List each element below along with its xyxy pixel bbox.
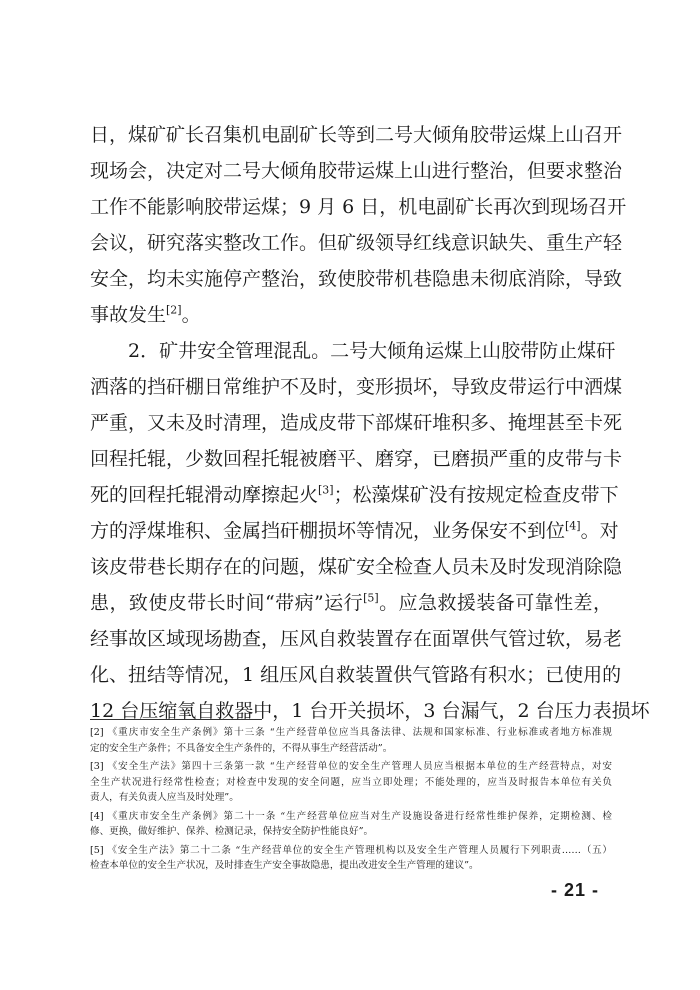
body-line: 患，致使皮带长时间“带病”运行[5]。应急救援装备可靠性差，: [90, 591, 612, 614]
body-line: 会议，研究落实整改工作。但矿级领导红线意识缺失、重生产轻: [90, 232, 623, 254]
body-line: 事故发生[2]。: [90, 303, 201, 326]
footnote-4-line: [4] 《重庆市安全生产条例》第二十一条 “生产经营单位应当对生产设施设备进行经常性维护保养，定期检测、检: [90, 810, 612, 822]
footnote-2-line: [2] 《重庆市安全生产条例》第十三条 “生产经营单位应当具备法律、法规和国家标准、行业标准或者地方标准规: [90, 727, 612, 738]
body-line: 该皮带巷长期存在的问题，煤矿安全检查人员未及时发现消除隐: [90, 556, 623, 578]
body-line: 死的回程托辊滑动摩擦起火[3]；松藻煤矿没有按规定检查皮带下: [90, 483, 619, 506]
body-line: 安全，均未实施停产整治，致使胶带机巷隐患未彻底消除，导致: [90, 268, 623, 290]
body-line: 2．矿井安全管理混乱。二号大倾角运煤上山胶带防止煤矸: [128, 340, 616, 362]
footnote-3-line: 责人，有关负责人应当及时处理”。: [90, 792, 239, 803]
body-line: 工作不能影响胶带运煤；9 月 6 日，机电副矿长再次到现场召开: [90, 196, 627, 218]
body-line: 现场会，决定对二号大倾角胶带运煤上山进行整治，但要求整治: [90, 160, 623, 182]
body-line: 12 台压缩氧自救器中，1 台开关损坏，3 台漏气，2 台压力表损坏: [90, 700, 650, 722]
body-line: 严重，又未及时清理，造成皮带下部煤矸堆积多、掩埋甚至卡死: [90, 412, 623, 434]
footnote-3-line: 全生产状况进行经常性检查；对检查中发现的安全问题，应当立即处理；不能处理的，应当及时报告本单位有关负: [90, 776, 612, 788]
footnote-reference: [4]: [565, 519, 581, 533]
footnotes: [90, 725, 612, 874]
body-line: 日，煤矿矿长召集机电副矿长等到二号大倾角胶带运煤上山召开: [90, 124, 623, 146]
footnote-5-line: 检查本单位的安全生产状况，及时排查生产安全事故隐患，提出改进安全生产管理的建议”。: [90, 860, 479, 871]
footnote-2-line: 定的安全生产条件；不具备安全生产条件的，不得从事生产经营活动”。: [90, 742, 393, 754]
footnote-divider: [90, 719, 262, 720]
body-line: 化、扭结等情况，1 组压风自救装置供气管路有积水；已使用的: [90, 664, 622, 686]
body-line: 经事故区域现场勘查，压风自救装置存在面罩供气管过软，易老: [90, 628, 623, 650]
footnote-5-line: [5] 《安全生产法》第二十二条 “生产经营单位的安全生产管理机构以及安全生产管理人员履行下列职责……（五）: [90, 844, 612, 856]
footnote-reference: [2]: [166, 303, 182, 317]
body-text: [90, 117, 650, 729]
footnote-3-line: [3] 《安全生产法》第四十三条第一款 “生产经营单位的安全生产管理人员应当根据本单位的生产经营特点，对安: [90, 761, 612, 772]
body-line: 回程托辊，少数回程托辊被磨平、磨穿，已磨损严重的皮带与卡: [90, 448, 623, 470]
footnote-reference: [3]: [318, 483, 334, 497]
body-line: 洒落的挡矸棚日常维护不及时，变形损坏，导致皮带运行中洒煤: [90, 376, 623, 398]
page-number: - 21 -: [550, 880, 599, 900]
body-line: 方的浮煤堆积、金属挡矸棚损坏等情况，业务保安不到位[4]。对: [90, 519, 619, 542]
footnote-reference: [5]: [363, 591, 379, 605]
footnote-4-line: 修、更换，做好维护、保养、检测记录，保持安全防护性能良好”。: [90, 826, 374, 837]
